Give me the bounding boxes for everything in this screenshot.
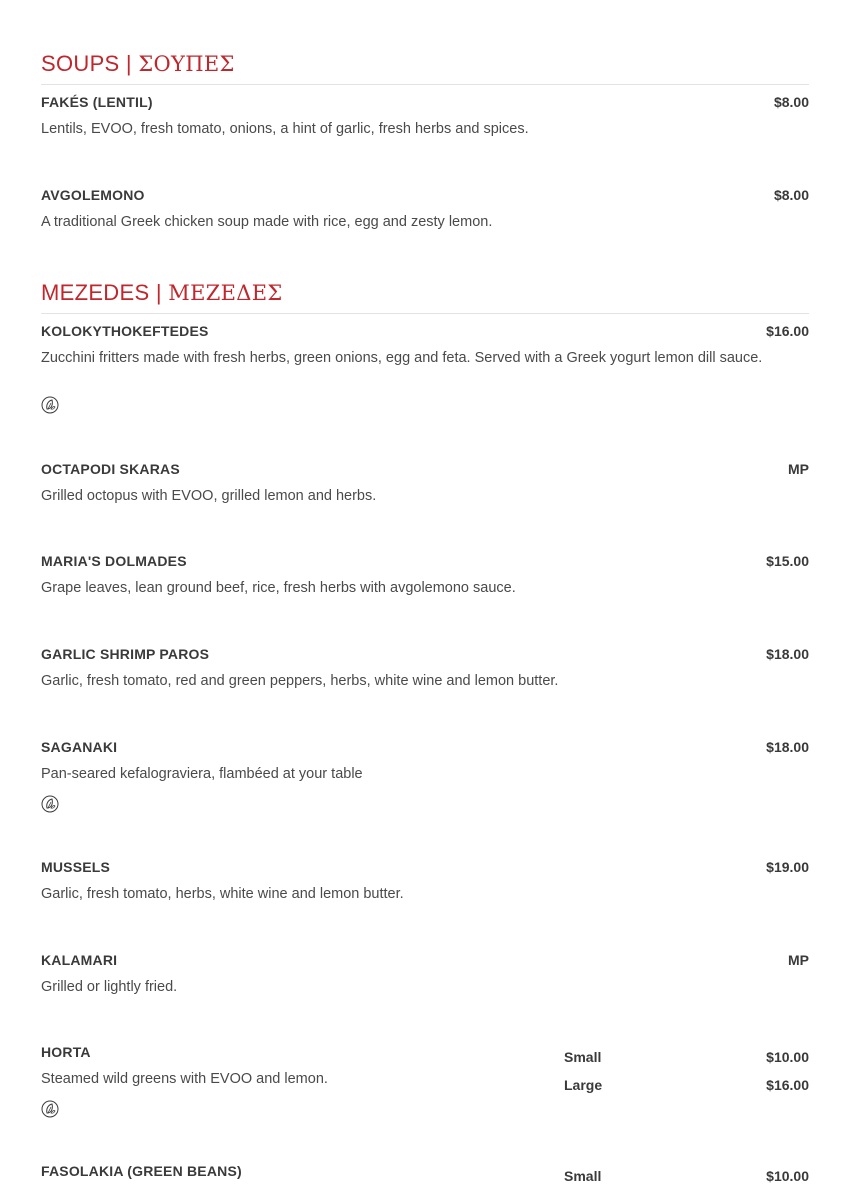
- section-title-soups: [41, 49, 809, 79]
- section-divider: [41, 313, 809, 314]
- section-title-greek: ΣΟΥΠΕΣ: [138, 52, 235, 76]
- vegetarian-icon: [41, 795, 59, 813]
- item-name: MUSSELS: [41, 859, 111, 875]
- size-price: $16.00: [766, 1077, 809, 1093]
- item-name: SAGANAKI: [41, 739, 118, 755]
- item-description: Steamed wild greens with EVOO and lemon.: [41, 1071, 328, 1087]
- section-title-en: SOUPS |: [41, 51, 132, 76]
- size-option: [564, 1076, 809, 1094]
- size-price: $10.00: [766, 1168, 809, 1184]
- vegetarian-icon: [41, 396, 59, 414]
- item-name: HORTA: [41, 1044, 91, 1060]
- item-description: Lentils, EVOO, fresh tomato, onions, a hint of garlic, fresh herbs and spices.: [41, 121, 529, 137]
- section-divider: [41, 84, 809, 85]
- item-name: GARLIC SHRIMP PAROS: [41, 646, 210, 662]
- item-name: KALAMARI: [41, 952, 118, 968]
- item-description: Grilled octopus with EVOO, grilled lemon and herbs.: [41, 488, 377, 504]
- item-description: Garlic, fresh tomato, red and green peppers, herbs, white wine and lemon butter.: [41, 673, 559, 689]
- item-price: MP: [788, 461, 809, 477]
- size-option: [564, 1048, 809, 1066]
- item-price: $8.00: [773, 94, 809, 110]
- item-price: $15.00: [766, 553, 809, 569]
- item-name: MARIA'S DOLMADES: [41, 553, 187, 569]
- size-label: Small: [564, 1168, 602, 1184]
- item-description: Zucchini fritters made with fresh herbs, green onions, egg and feta. Served with a Greek yogurt lemon dill sauce.: [41, 350, 763, 366]
- item-name: AVGOLEMONO: [41, 187, 145, 203]
- item-description: A traditional Greek chicken soup made with rice, egg and zesty lemon.: [41, 214, 493, 230]
- item-price: $18.00: [766, 739, 809, 755]
- item-price: $16.00: [766, 323, 809, 339]
- item-price: $19.00: [766, 859, 809, 875]
- item-name: FASOLAKIA (GREEN BEANS): [41, 1163, 242, 1179]
- item-name: FAKÉS (LENTIL): [41, 94, 153, 110]
- item-price: MP: [788, 952, 809, 968]
- item-name: OCTAPODI SKARAS: [41, 461, 180, 477]
- section-title-mezedes: [41, 278, 809, 308]
- section-title-greek: ΜΕΖΕΔΕΣ: [168, 281, 283, 305]
- size-label: Large: [564, 1077, 603, 1093]
- item-name: KOLOKYTHOKEFTEDES: [41, 323, 209, 339]
- section-title-en: MEZEDES |: [41, 280, 162, 305]
- item-price: $18.00: [766, 646, 809, 662]
- vegetarian-icon: [41, 1100, 59, 1118]
- item-description: Grape leaves, lean ground beef, rice, fresh herbs with avgolemono sauce.: [41, 580, 516, 596]
- size-price: $10.00: [766, 1049, 809, 1065]
- size-label: Small: [564, 1049, 602, 1065]
- item-description: Pan-seared kefalograviera, flambéed at your table: [41, 766, 363, 782]
- item-price: $8.00: [773, 187, 809, 203]
- item-description: Grilled or lightly fried.: [41, 979, 178, 995]
- size-option: [564, 1167, 809, 1185]
- item-description: Garlic, fresh tomato, herbs, white wine and lemon butter.: [41, 886, 404, 902]
